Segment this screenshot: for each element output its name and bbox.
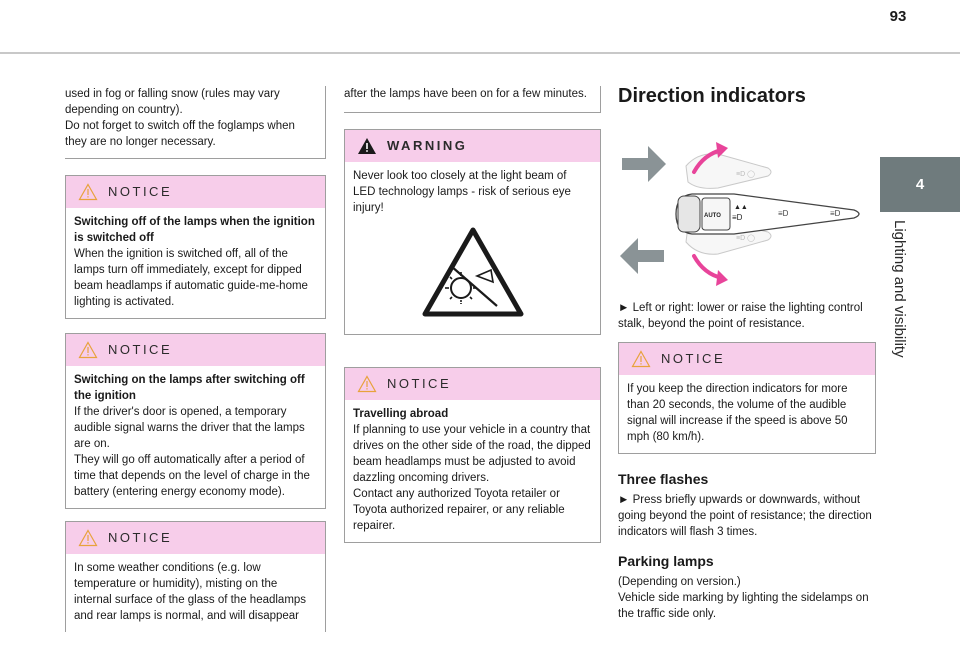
arrow-left-icon xyxy=(620,238,664,274)
notice-label: NOTICE xyxy=(108,184,173,199)
header-rule xyxy=(0,52,960,54)
notice-box-indicators xyxy=(618,342,876,454)
notice-header xyxy=(345,368,600,400)
column-2 xyxy=(344,86,601,543)
notice-header xyxy=(66,334,325,366)
column-3 xyxy=(618,84,876,622)
notice-body-1: If planning to use your vehicle in a country that drives on the other side of the road, the dipped beam headlamps must be adjusted to avoid dazzling oncoming drivers. xyxy=(353,424,591,484)
led-hazard-pictogram xyxy=(353,216,592,326)
notice-header xyxy=(619,343,875,375)
notice-body: If you keep the direction indicators for more than 20 seconds, the volume of the audible signal will increase if the speed is above 50 mph (80 km/h). xyxy=(627,383,848,443)
fog-text-2: Do not forget to switch off the foglamps when they are no longer necessary. xyxy=(65,120,295,148)
notice-triangle-icon xyxy=(78,183,98,201)
svg-text:▲▲: ▲▲ xyxy=(734,204,748,211)
warning-box xyxy=(344,129,601,335)
warning-triangle-icon xyxy=(357,137,377,155)
notice-triangle-icon xyxy=(78,529,98,547)
notice-box-misting xyxy=(65,521,326,632)
svg-text:≡D: ≡D xyxy=(732,213,743,222)
notice-title: Switching off of the lamps when the ignition is switched off xyxy=(74,216,315,244)
parking-lamps-body: (Depending on version.) Vehicle side marking by lighting the sidelamps on the traffic side only. xyxy=(618,576,869,620)
chapter-title: Lighting and visibility xyxy=(891,220,908,358)
notice-box-abroad xyxy=(344,367,601,543)
notice-header xyxy=(66,176,325,208)
notice-triangle-icon xyxy=(631,350,651,368)
fog-text xyxy=(65,86,326,159)
notice-body-1: If the driver's door is opened, a temporary audible signal warns the driver that the lamps are on. xyxy=(74,406,305,450)
warning-body: Never look too closely at the light beam of LED technology lamps - risk of serious eye injury! xyxy=(353,170,571,214)
notice-title: Travelling abroad xyxy=(353,408,449,420)
stalk-illustration xyxy=(618,114,876,286)
arrow-right-icon xyxy=(622,146,666,182)
notice-header xyxy=(66,522,325,554)
notice-title: Switching on the lamps after switching off the ignition xyxy=(74,374,305,402)
svg-text:≡D: ≡D xyxy=(830,209,841,218)
lighting-stalk-image xyxy=(618,114,876,286)
fog-text-1: used in fog or falling snow (rules may vary depending on country). xyxy=(65,88,280,116)
page-number: 93 xyxy=(889,8,907,25)
notice-triangle-icon xyxy=(357,375,377,393)
notice-body: In some weather conditions (e.g. low temperature or humidity), misting on the internal surface of the glass of the headlamps and rear lamps is normal, and will disappear xyxy=(74,562,307,622)
notice-label: NOTICE xyxy=(108,530,173,545)
svg-text:≡D ◯: ≡D ◯ xyxy=(736,171,755,178)
section-heading-three-flashes: Three flashes xyxy=(618,471,709,487)
svg-text:AUTO: AUTO xyxy=(704,213,721,219)
notice-body-2: They will go off automatically after a period of time that depends on the level of charge in the battery (entering energy economy mode). xyxy=(74,454,310,498)
instruction-text: ► Left or right: lower or raise the lighting control stalk, beyond the point of resistance. xyxy=(618,302,863,330)
warning-header xyxy=(345,130,600,162)
notice-body: When the ignition is switched off, all of the lamps turn off immediately, except for dipped beam headlamps if automatic guide-me-home lighting is activated. xyxy=(74,248,308,308)
continued-text: after the lamps have been on for a few minutes. xyxy=(344,86,601,113)
svg-text:≡D: ≡D xyxy=(778,209,789,218)
notice-label: NOTICE xyxy=(387,376,452,391)
notice-label: NOTICE xyxy=(661,351,726,366)
section-heading-parking-lamps: Parking lamps xyxy=(618,553,714,569)
section-heading-direction-indicators: Direction indicators xyxy=(618,85,806,107)
notice-box-lamps-off xyxy=(65,175,326,319)
warning-label: WARNING xyxy=(387,138,468,153)
svg-text:≡D ◯: ≡D ◯ xyxy=(736,235,755,242)
chapter-tab[interactable] xyxy=(880,157,960,212)
notice-body-2: Contact any authorized Toyota retailer or Toyota authorized repairer, or any reliable repairer. xyxy=(353,488,565,532)
chapter-number: 4 xyxy=(915,176,925,193)
notice-box-lamps-on xyxy=(65,333,326,509)
notice-label: NOTICE xyxy=(108,342,173,357)
eye-light-hazard-icon xyxy=(421,226,525,318)
column-1 xyxy=(65,86,326,632)
notice-triangle-icon xyxy=(78,341,98,359)
three-flashes-body: ► Press briefly upwards or downwards, without going beyond the point of resistance; the direction indicators will flash 3 times. xyxy=(618,494,872,538)
